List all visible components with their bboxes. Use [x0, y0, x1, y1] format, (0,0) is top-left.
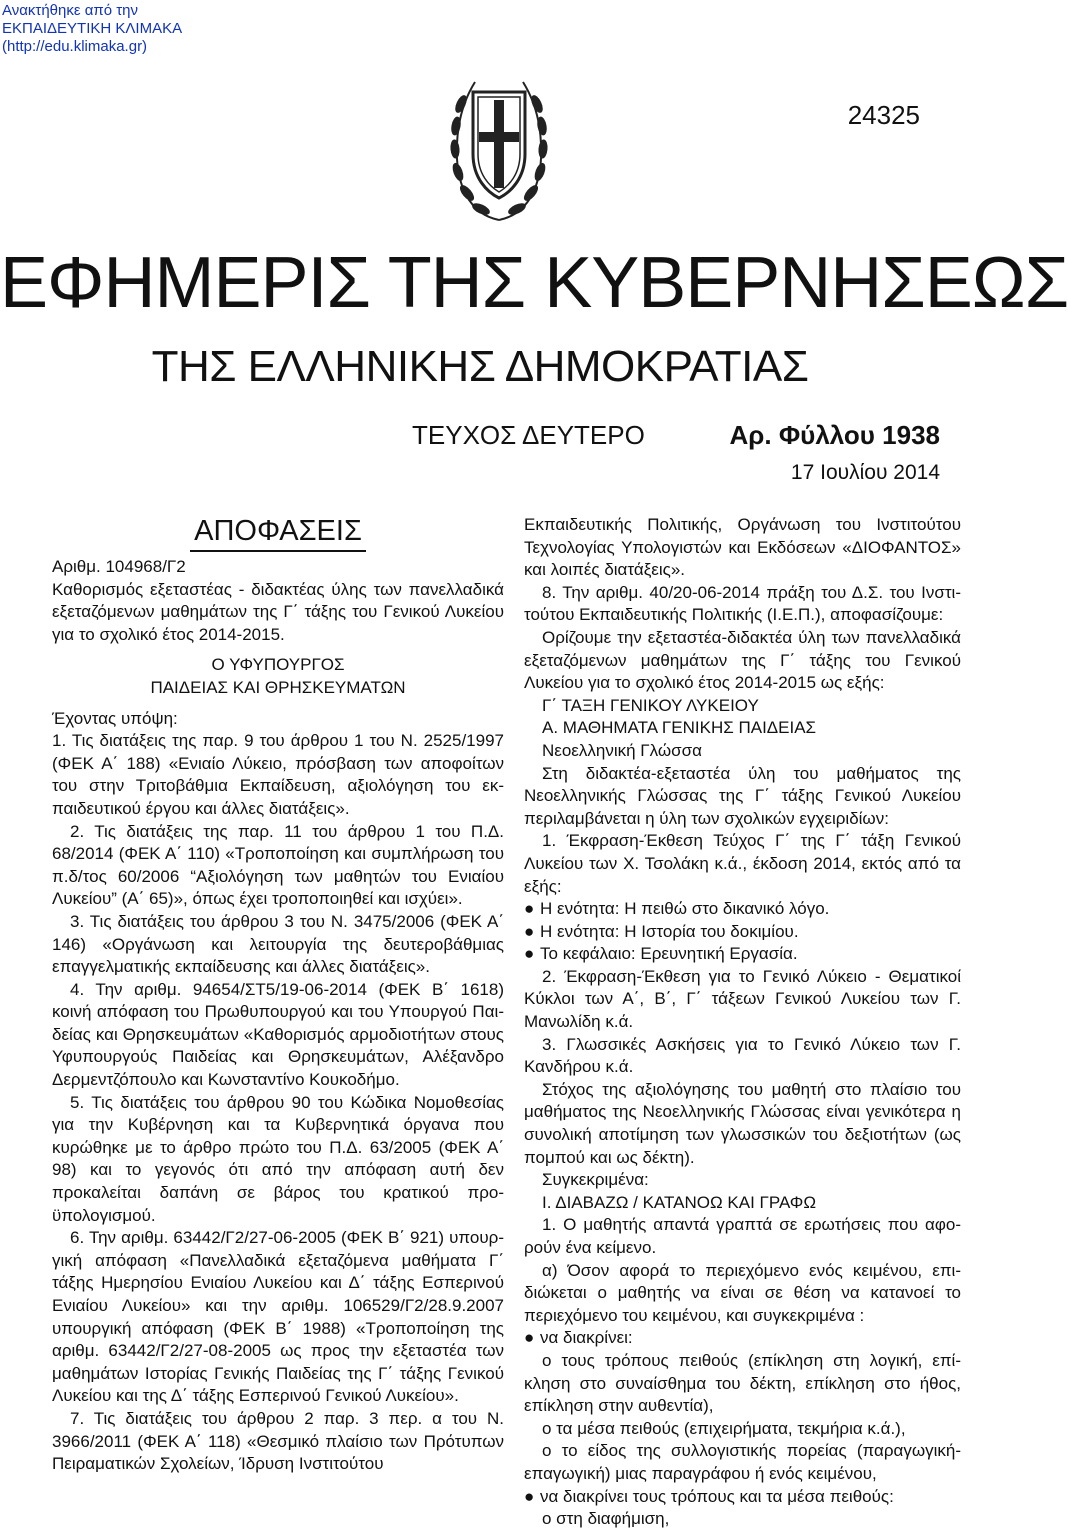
part-heading: Ι. ΔΙΑΒΑΖΩ / ΚΑΤΑΝΟΩ ΚΑΙ ΓΡΑΦΩ — [542, 1192, 817, 1212]
page-number: 24325 — [847, 100, 920, 130]
bullet-icon: ● — [524, 921, 535, 941]
legal-basis-paragraph: 1. Τις διατάξεις της παρ. 9 του άρθρου 1 του Ν. 2525/1997 (ΦΕΚ Α΄ 188) «Ενιαίο Λύκειο, πρόσβαση των αποφοίτων του στην Τριτοβάθμια Εκπαίδευση, αξιολόγηση του εκπαιδευτικού έργου και άλλες διατάξεις». — [52, 731, 504, 818]
authority-line: Ο ΥΦΥΠΟΥΡΓΟΣ — [211, 655, 345, 675]
authority-line: ΠΑΙΔΕΙΑΣ ΚΑΙ ΘΡΗΣΚΕΥΜΑΤΩΝ — [150, 677, 406, 697]
source-watermark — [2, 2, 182, 56]
part-subitem: α) Όσον αφορά το περιεχόμενο ενός κειμένου, επιδιώκεται ο μαθητής να είναι σε θέση να κατανοεί το περιεχόμενο του κειμένου, και συγκεκριμένα : — [524, 1260, 961, 1325]
section-heading-text: ΑΠΟΦΑΣΕΙΣ — [190, 514, 366, 552]
watermark-line: ΕΚΠΑΙΔΕΥΤΙΚΗ ΚΛΙΜΑΚΑ — [2, 20, 183, 37]
textbook-item: 2. Έκφραση-Έκθεση για το Γενικό Λύκειο - Θεματικοί Κύκλοι των Α΄, Β΄, Γ΄ τάξεων Γενικού Λυκείου των Γ. Μανωλίδη κ.ά. — [524, 966, 961, 1032]
watermark-line: (http://edu.klimaka.gr) — [2, 38, 148, 55]
exclusion-text: Η ενότητα: Η Ιστορία του δοκιμίου. — [540, 921, 799, 941]
subject-title: Νεοελληνική Γλώσσα — [542, 740, 702, 760]
section-a-heading: Α. ΜΑΘΗΜΑΤΑ ΓΕΝΙΚΗΣ ΠΑΙΔΕΙΑΣ — [542, 718, 817, 738]
bullet-icon: ● — [524, 899, 535, 919]
skill-subitem: ο το είδος της συλλογιστικής πορείας (παραγωγική-επαγωγική) μιας παραγράφου ή ενός κειμένου, — [524, 1441, 961, 1483]
subject-intro: Στη διδακτέα-εξεταστέα ύλη του μαθήματος της Νεοελληνικής Γλώσσας της Γ΄ τάξης Γενικού Λυκείου περιλαμβάνεται η ύλη των σχολικών εγχειριδίων: — [524, 763, 961, 828]
skill-text: να διακρίνει τους τρόπους και τα μέσα πειθούς: — [540, 1486, 894, 1506]
greek-coat-of-arms-icon — [449, 74, 549, 224]
legal-basis-paragraph: 8. Την αριθμ. 40/20-06-2014 πράξη του Δ.Σ. του Ινστιτούτου Εκπαιδευτικής Πολιτικής (Ι.Ε.Π.), αποφασίζουμε: — [524, 582, 961, 625]
issue-type: ΤΕΥΧΟΣ ΔΕΥΤΕΡΟ — [412, 420, 645, 450]
legal-basis-paragraph: 5. Τις διατάξεις του άρθρου 90 του Κώδικα Νομοθεσίας για την Κυβέρνηση και τα Κυβερνητικά όργανα που κυρώθηκε με το άρθρο πρώτο του Π.Δ. 63/2005 (ΦΕΚ Α΄ 98) και το γεγονός ότι από την απόφαση αυτή δεν προκαλείται δαπάνη σε βάρος του κρατικού προϋπολογισμού. — [52, 1092, 504, 1225]
textbook-item: 3. Γλωσσικές Ασκήσεις για το Γενικό Λύκειο των Γ. Κανδήρου κ.ά. — [524, 1034, 961, 1077]
exclusion-text: Το κεφάλαιο: Ερευνητική Εργασία. — [540, 944, 798, 964]
watermark-line: Ανακτήθηκε από την — [2, 2, 139, 19]
exclusion-item — [524, 943, 961, 966]
class-heading: Γ΄ ΤΑΞΗ ΓΕΝΙΚΟΥ ΛΥΚΕΙΟΥ — [542, 695, 759, 715]
assessment-goal: Στόχος της αξιολόγησης του μαθητή στο πλαίσιο του μαθήματος της Νεοελληνικής Γλώσσας είναι γενικότερα η συνολική αποτίμηση των γλωσσικών του δεξιοτήτων (ως πομπού και ως δέκτη). — [524, 1079, 961, 1167]
exclusion-item — [524, 921, 961, 944]
skill-subitem: ο στη διαφήμιση, — [542, 1509, 670, 1529]
part-intro: 1. Ο μαθητής απαντά γραπτά σε ερωτήσεις που αφορούν ένα κείμενο. — [524, 1215, 961, 1257]
legal-basis-paragraph: 7. Τις διατάξεις του άρθρου 2 παρ. 3 περ. α του Ν. 3966/2011 (ΦΕΚ Α΄ 118) «Θεσμικό πλαίσιο των Πρότυπων Πειραματικών Σχολείων, Ίδρυση Ινστιτούτου — [52, 1408, 504, 1474]
gazette-title: ΕΦΗΜΕΡΙΣ ΤΗΣ ΚΥΒΕΡΝΗΣΕΩΣ — [0, 243, 1068, 323]
continuation-text: Εκπαιδευτικής Πολιτικής, Οργάνωση του Ινστιτούτου Τεχνολογίας Υπολογιστών και Εκδόσεων «ΔΙΟΦΑΝΤΟΣ» και λοιπές διατάξεις». — [524, 515, 961, 580]
legal-basis-paragraph: 4. Την αριθμ. 94654/ΣΤ5/19-06-2014 (ΦΕΚ Β΄ 1618) κοινή απόφαση του Πρωθυπουργού και του Υπουργού Παιδείας και Θρησκευμάτων «Καθορισμός αρμοδιοτήτων στους Υφυπουργούς Παιδείας και Θρησκευμάτων, Αλέξανδρο Δερμεντζόπουλο και Κωνσταντίνο Κουκοδήμο. — [52, 979, 504, 1090]
left-column — [52, 514, 504, 1476]
section-heading — [52, 514, 504, 552]
publication-date: 17 Ιουλίου 2014 — [790, 461, 940, 484]
right-column — [524, 514, 961, 1531]
skill-subitem: ο τα μέσα πειθούς (επιχειρήματα, τεκμήρια κ.ά.), — [542, 1418, 906, 1438]
bullet-icon: ● — [524, 944, 535, 964]
specifically-label: Συγκεκριμένα: — [542, 1170, 649, 1190]
sheet-number: Αρ. Φύλλου 1938 — [729, 420, 940, 450]
skill-item — [524, 1327, 961, 1350]
gazette-subtitle: ΤΗΣ ΕΛΛΗΝΙΚΗΣ ΔΗΜΟΚΡΑΤΙΑΣ — [151, 342, 809, 391]
considering-label: Έχοντας υπόψη: — [52, 708, 178, 728]
skill-subitem: ο τους τρόπους πειθούς (επίκληση στη λογική, επίκληση στο συναίσθημα του δέκτη, επίκληση στο ήθος, επίκληση στην αυθεντία), — [524, 1350, 961, 1416]
decision-title: Καθορισμός εξεταστέας - διδακτέας ύλης των πανελλαδικά εξεταζόμενων μαθημάτων της Γ΄ τάξης του Γενικού Λυκείου για το σχολικό έτος 2014-2015. — [52, 579, 504, 644]
exclusion-text: Η ενότητα: Η πειθώ στο δικανικό λόγο. — [540, 899, 830, 919]
exclusion-item — [524, 898, 961, 921]
skill-item — [524, 1486, 961, 1509]
textbook-item: 1. Έκφραση-Έκθεση Τεύχος Γ΄ της Γ΄ τάξη Γενικού Λυκείου των Χ. Τσολάκη κ.ά., έκδοση 2014, εκτός από τα εξής: — [524, 831, 961, 896]
legal-basis-paragraph: 3. Τις διατάξεις του άρθρου 3 του Ν. 3475/2006 (ΦΕΚ Α΄ 146) «Οργάνωση και λειτουργία της δευτεροβάθμιας επαγγελματικής εκπαίδευσης και άλλες διατάξεις». — [52, 911, 504, 977]
decision-number: Αριθμ. 104968/Γ2 — [52, 557, 186, 576]
legal-basis-paragraph: 6. Την αριθμ. 63442/Γ2/27-06-2005 (ΦΕΚ Β΄ 921) υπουργική απόφαση «Πανελλαδικά εξεταζόμενα μαθήματα Γ΄ τάξης Ημερησίου Ενιαίου Λυκείου και Δ΄ τάξης Εσπερινού Ενιαίου Λυκείου» και την αριθμ. 106529/Γ2/28.9.2007 υπουργική απόφαση (ΦΕΚ Β΄ 1988) «Τροποποίηση της αριθμ. 63442/Γ2/27-08-2005 ως προς την εξεταστέα των μαθημάτων Ιστορίας Γενικής Παιδείας της Γ΄ τάξης Γενικού Λυκείου και της Δ΄ τάξης Εσπερινού Γενικού Λυκείου». — [52, 1228, 504, 1406]
decision-text: Ορίζουμε την εξεταστέα-διδακτέα ύλη των πανελλαδικά εξεταζόμενων μαθημάτων της Γ΄ τάξης του Γενικού Λυκείου για το σχολικό έτος 2014-2015 ως εξής: — [524, 627, 961, 693]
legal-basis-paragraph: 2. Τις διατάξεις της παρ. 11 του άρθρου 1 του Π.Δ. 68/2014 (ΦΕΚ Α΄ 110) «Τροποποίηση και συμπλήρωση του π.δ/τος 60/2006 “Αξιολόγηση των μαθητών του Ενιαίου Λυκείου” (Α΄ 65)», όπως έχει τροποποιηθεί και ισχύει». — [52, 821, 504, 909]
skill-text: να διακρίνει: — [540, 1328, 633, 1348]
bullet-icon: ● — [524, 1328, 535, 1348]
bullet-icon: ● — [524, 1486, 535, 1506]
